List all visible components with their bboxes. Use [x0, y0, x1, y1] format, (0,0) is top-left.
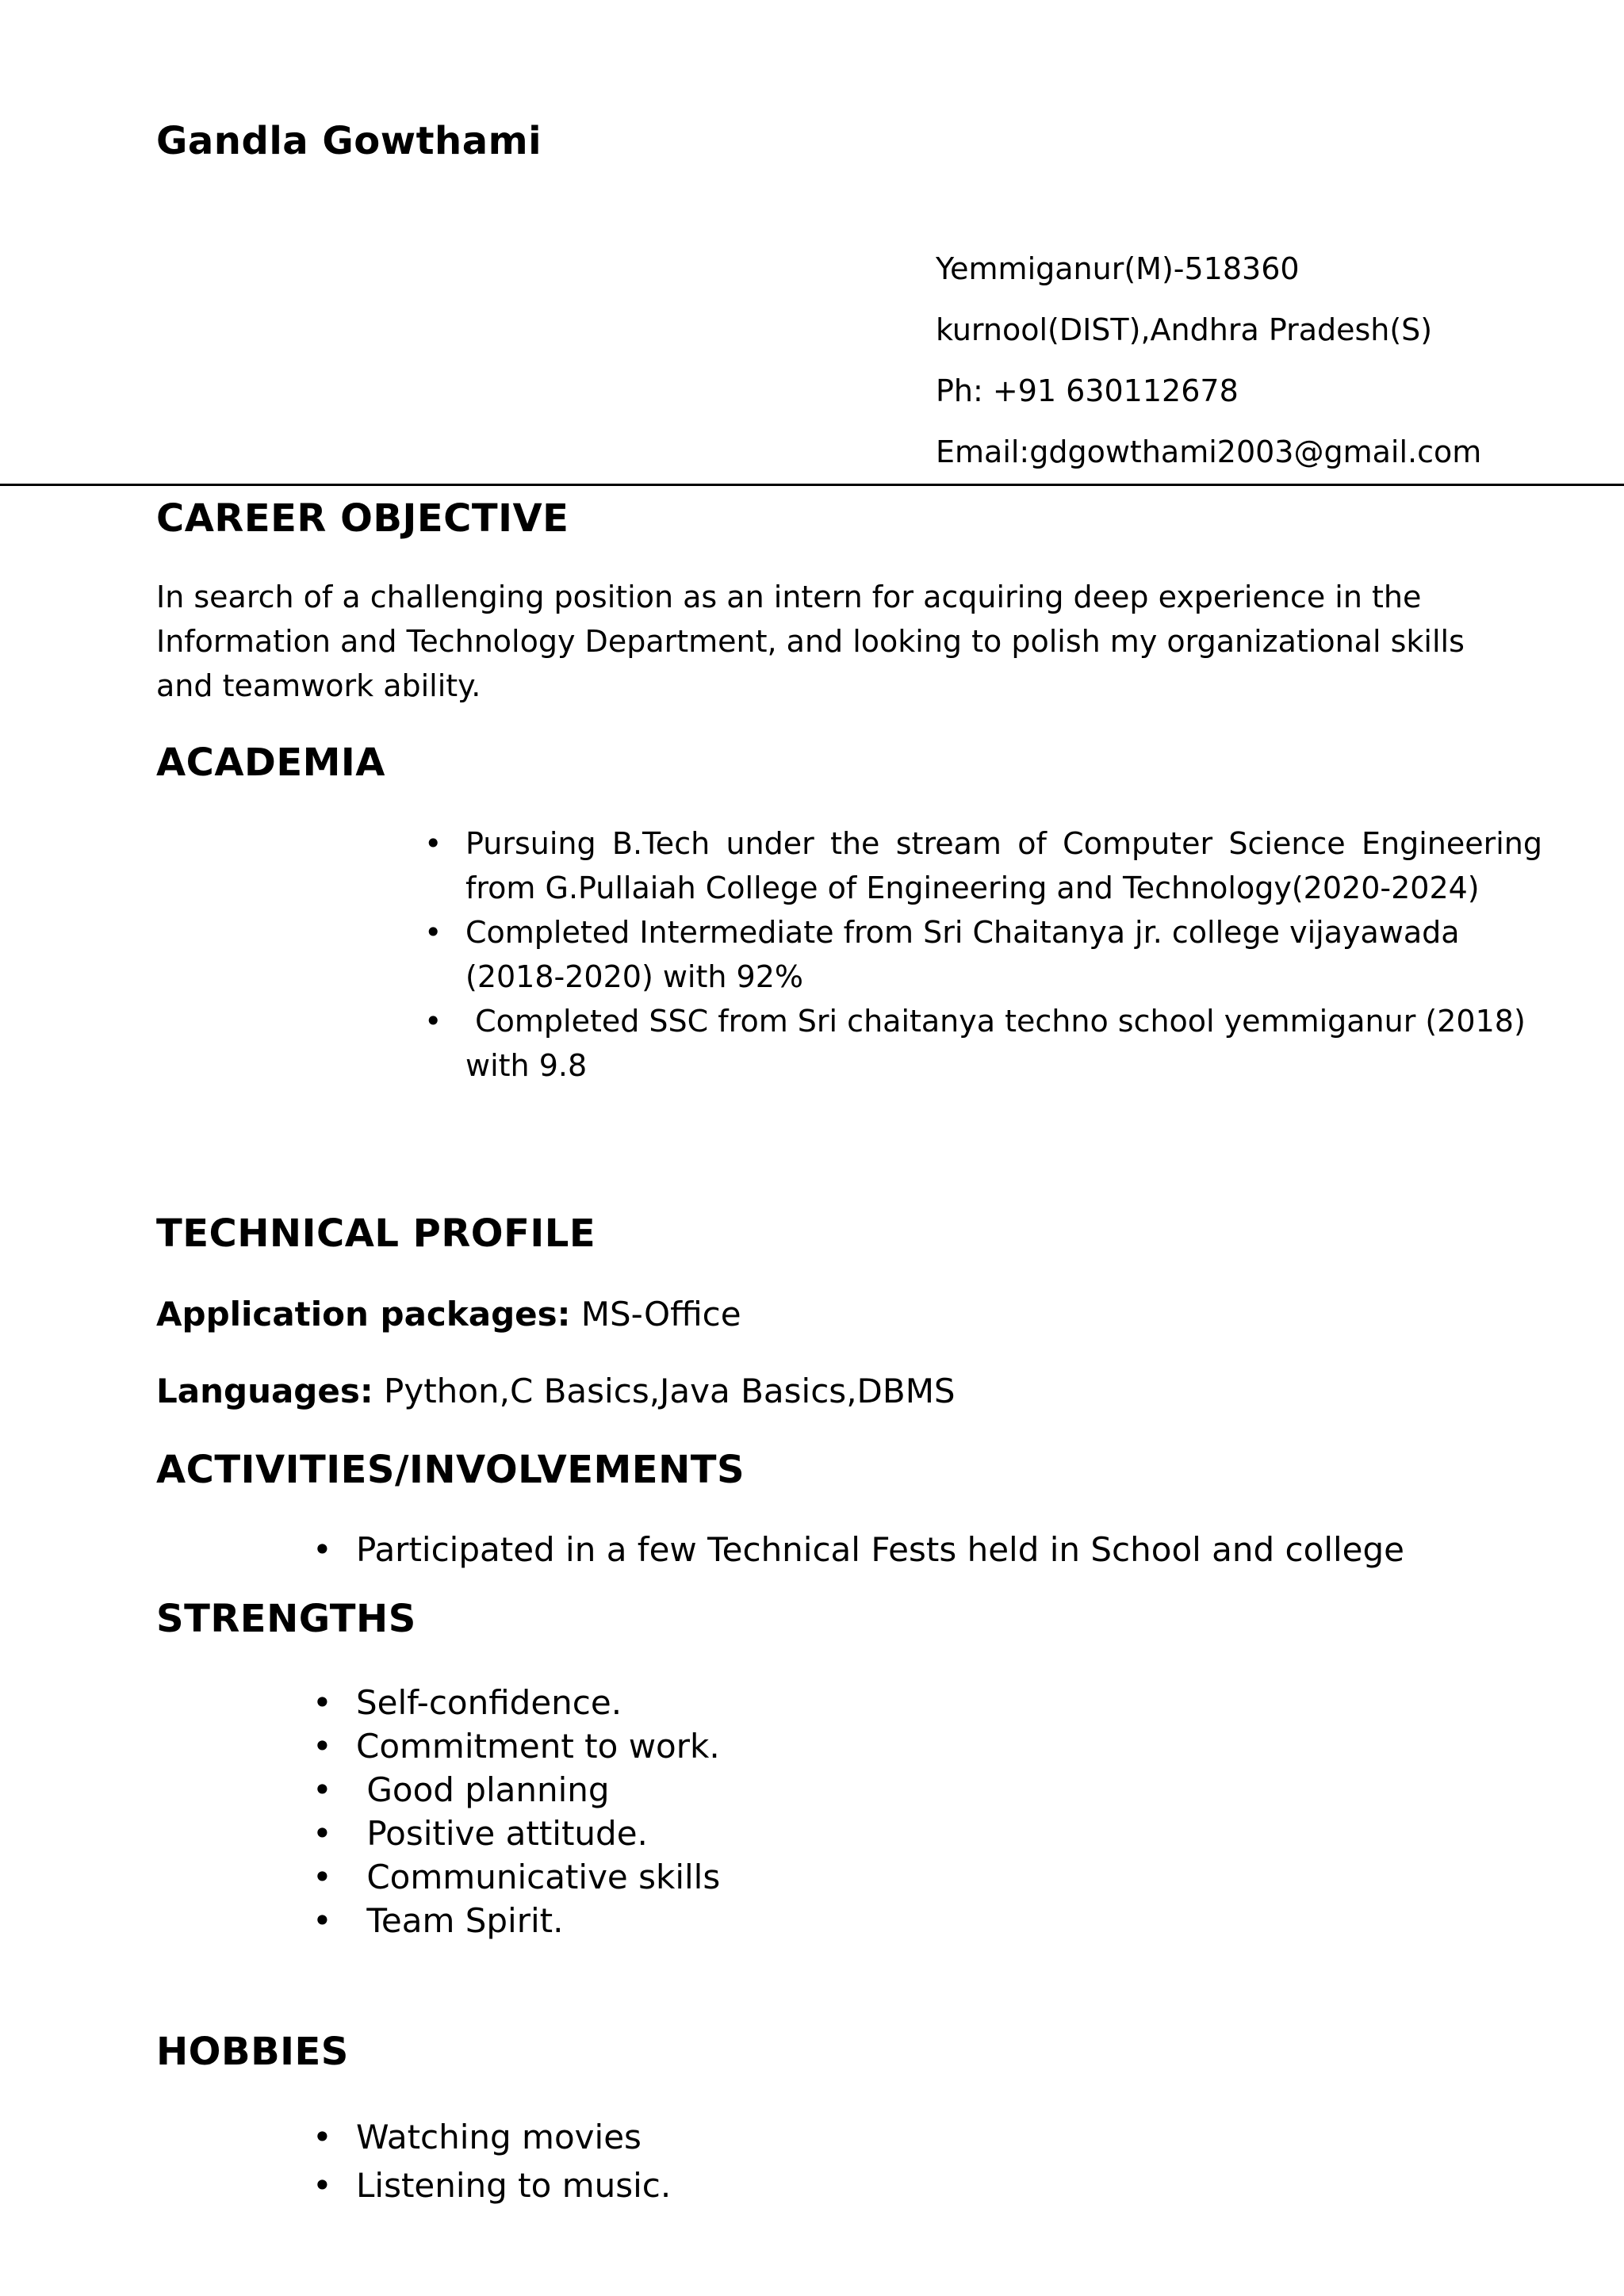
- phone-number: Ph: +91 630112678: [936, 373, 1239, 408]
- languages-label: Languages:: [156, 1372, 373, 1410]
- languages-value: Python,C Basics,Java Basics,DBMS: [373, 1372, 956, 1410]
- hobbies-list: [303, 2113, 671, 2210]
- activities-heading: ACTIVITIES/INVOLVEMENTS: [156, 1448, 745, 1492]
- academia-heading: ACADEMIA: [156, 740, 385, 785]
- strength-item: • Positive attitude.: [356, 1812, 720, 1855]
- activity-item: • Participated in a few Technical Fests held in School and college: [356, 1530, 1404, 1570]
- application-packages-label: Application packages:: [156, 1295, 571, 1334]
- academia-item: • Completed Intermediate from Sri Chaitanya jr. college vijayawada (2018-2020) with 92%: [465, 910, 1542, 999]
- academia-list: [412, 821, 1542, 1088]
- technical-profile-heading: TECHNICAL PROFILE: [156, 1211, 596, 1256]
- strength-item: • Self-confidence.: [356, 1681, 720, 1724]
- academia-item: • Pursuing B.Tech under the stream of Computer Science Engineering from G.Pullaiah College of Engineering and Technology(2020-2024): [465, 821, 1542, 910]
- application-packages-value: MS-Office: [570, 1295, 741, 1334]
- strength-item: • Good planning: [356, 1768, 720, 1812]
- career-objective-text: In search of a challenging position as an intern for acquiring deep experience in the Information and Technology Department, and looking to polish my organizational skills and teamwork ability.: [156, 580, 1465, 703]
- strengths-list: [303, 1681, 720, 1942]
- hobby-item: • Watching movies: [356, 2113, 671, 2161]
- strengths-heading: STRENGTHS: [156, 1597, 416, 1641]
- career-objective-heading: CAREER OBJECTIVE: [156, 496, 569, 541]
- address-line-1: Yemmiganur(M)-518360: [936, 251, 1300, 286]
- academia-item: • Completed SSC from Sri chaitanya techno school yemmiganur (2018) with 9.8: [465, 999, 1542, 1088]
- address-line-2: kurnool(DIST),Andhra Pradesh(S): [936, 312, 1433, 347]
- hobbies-heading: HOBBIES: [156, 2030, 349, 2074]
- application-packages-line: [156, 1295, 741, 1334]
- header-divider: [0, 484, 1624, 486]
- languages-line: [156, 1372, 956, 1411]
- hobby-item: • Listening to music.: [356, 2161, 671, 2210]
- activities-list: [303, 1530, 1404, 1570]
- strength-item: • Commitment to work.: [356, 1724, 720, 1768]
- email-address: Email:gdgowthami2003@gmail.com: [936, 434, 1482, 469]
- strength-item: • Team Spirit.: [356, 1899, 720, 1942]
- strength-item: • Communicative skills: [356, 1855, 720, 1899]
- candidate-name: Gandla Gowthami: [156, 119, 542, 163]
